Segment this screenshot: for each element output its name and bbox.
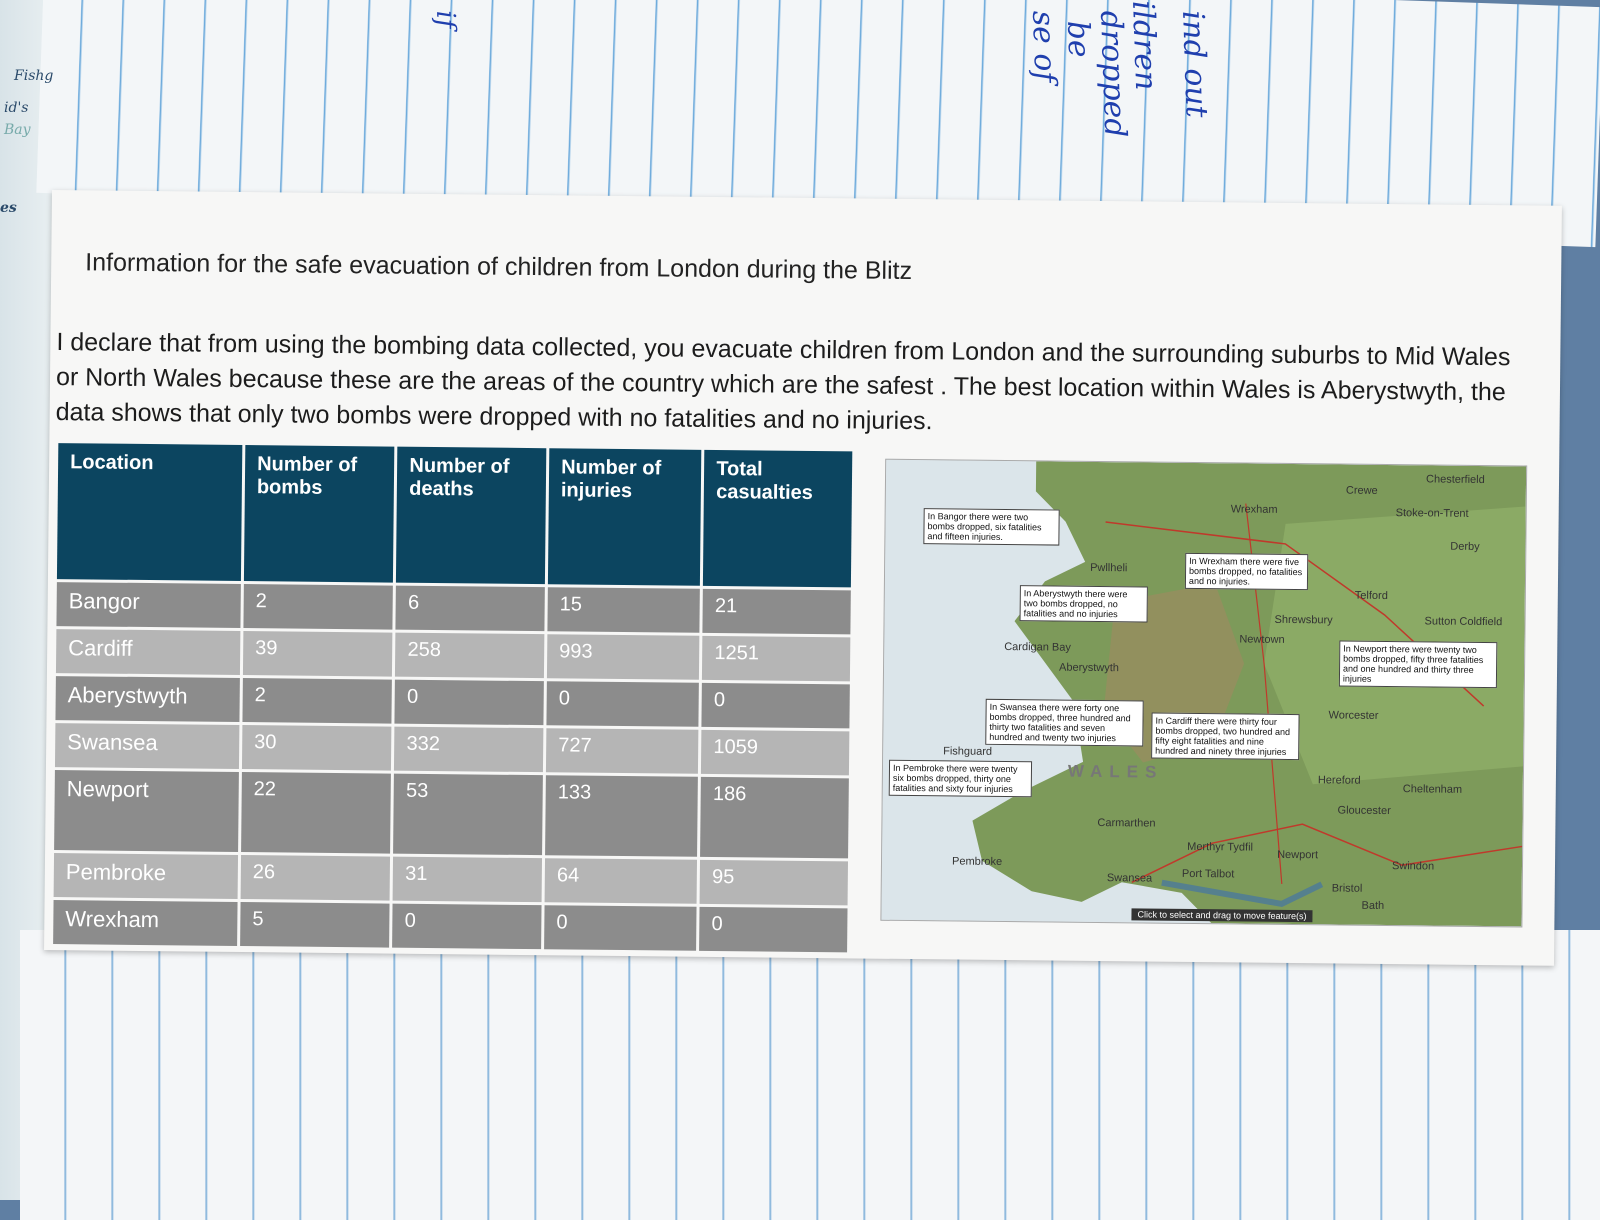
- table-header-row: [57, 443, 852, 587]
- cell-location: Wrexham: [53, 900, 237, 946]
- table-row: [56, 629, 850, 681]
- place-label: Gloucester: [1337, 804, 1391, 818]
- side-label-4: es: [0, 200, 17, 216]
- place-label: Bath: [1361, 899, 1385, 912]
- handwriting-line-3: dropped: [1093, 10, 1133, 139]
- place-label: Cheltenham: [1402, 783, 1463, 796]
- cell-injuries: 64: [545, 858, 698, 904]
- cell-injuries: 0: [546, 681, 699, 727]
- place-label: Bristol: [1331, 882, 1363, 895]
- place-label: Cardigan Bay: [1004, 640, 1071, 654]
- cell-injuries: 993: [547, 634, 700, 680]
- cell-deaths: 258: [395, 633, 544, 679]
- aberystwyth-popup[interactable]: In Aberystwyth there were two bombs dropped, no fatalities and no injuries: [1020, 585, 1148, 622]
- table-row: [55, 676, 849, 728]
- printed-sheet: [44, 190, 1562, 966]
- place-label: Worcester: [1328, 709, 1379, 722]
- cardiff-popup[interactable]: In Cardiff there were thirty four bombs dropped, two hundred and fifty eight fatalities and nine hundred and ninety three injuries: [1151, 713, 1299, 761]
- cell-casualties: 95: [700, 860, 848, 906]
- table-row: [54, 770, 849, 858]
- cell-bombs: 2: [243, 584, 393, 630]
- place-label: Crewe: [1345, 484, 1378, 497]
- place-label: Wrexham: [1230, 503, 1278, 516]
- handwriting-line-2: ildren: [1125, 0, 1164, 91]
- place-label: Telford: [1354, 589, 1388, 603]
- map-hint: Click to select and drag to move feature(s): [1131, 908, 1312, 922]
- cell-location: Newport: [54, 770, 239, 852]
- header-injuries: Number of injuries: [548, 448, 702, 586]
- pembroke-popup[interactable]: In Pembroke there were twenty six bombs dropped, thirty one fatalities and sixty four injuries: [889, 760, 1032, 797]
- header-bombs: Number of bombs: [244, 445, 395, 583]
- cell-bombs: 39: [243, 631, 393, 677]
- header-location: Location: [57, 443, 242, 581]
- place-label: Merthyr Tydfil: [1187, 840, 1254, 854]
- cell-bombs: 26: [241, 855, 391, 901]
- side-label-3: Bay: [4, 122, 31, 138]
- place-label: Port Talbot: [1181, 867, 1235, 881]
- side-label-1: Fishg: [14, 68, 54, 84]
- cell-deaths: 332: [394, 727, 543, 773]
- place-label: Shrewsbury: [1274, 613, 1333, 627]
- handwriting-line-1: ind out: [1175, 10, 1214, 119]
- table-row: [56, 582, 850, 634]
- cell-injuries: 727: [546, 728, 699, 774]
- cell-injuries: 15: [547, 587, 700, 633]
- document-body: I declare that from using the bombing data collected, you evacuate children from London and the surrounding suburbs to Mid Wales or North Wales because these are the areas of the country which are the safest . The best location within Wales is Aberystwyth, the data shows that only two bombs were dropped with no fatalities and no injuries.: [55, 328, 1511, 436]
- cell-location: Swansea: [55, 723, 239, 769]
- cell-deaths: 31: [393, 857, 542, 903]
- place-label: Swansea: [1106, 872, 1153, 885]
- cell-deaths: 6: [396, 586, 545, 632]
- cell-bombs: 5: [240, 902, 390, 948]
- cell-injuries: 133: [545, 775, 698, 857]
- notebook-page-bottom: [20, 930, 1600, 1220]
- cell-bombs: 2: [242, 678, 392, 724]
- place-label: Fishguard: [943, 745, 993, 758]
- cell-casualties: 0: [699, 907, 847, 953]
- header-casualties: Total casualties: [703, 450, 852, 588]
- bangor-popup[interactable]: In Bangor there were two bombs dropped, six fatalities and fifteen injuries.: [923, 508, 1059, 545]
- bombing-data-table: [50, 440, 855, 955]
- cell-location: Cardiff: [56, 629, 240, 675]
- cell-location: Pembroke: [54, 853, 238, 899]
- header-deaths: Number of deaths: [396, 447, 546, 585]
- wrexham-popup[interactable]: In Wrexham there were five bombs dropped, no fatalities and no injuries.: [1185, 553, 1308, 590]
- cell-injuries: 0: [544, 905, 697, 951]
- wales-map[interactable]: [880, 459, 1527, 928]
- place-label: Stoke-on-Trent: [1395, 507, 1469, 520]
- table-row: [55, 723, 849, 775]
- place-label: Pembroke: [951, 855, 1003, 868]
- region-label: WALES: [1067, 761, 1164, 782]
- place-label: Hereford: [1317, 774, 1361, 787]
- cell-location: Aberystwyth: [55, 676, 239, 722]
- handwriting-line-5: se of: [1025, 10, 1063, 84]
- newport-popup[interactable]: In Newport there were twenty two bombs dropped, fifty three fatalities and one hundred and thirty three injuries: [1339, 641, 1497, 689]
- place-label: Newtown: [1239, 633, 1285, 646]
- cell-casualties: 1251: [702, 636, 850, 682]
- swansea-popup[interactable]: In Swansea there were forty one bombs dropped, three hundred and thirty two fatalities and seven hundred and twenty two injuries: [985, 699, 1143, 747]
- cell-deaths: 0: [392, 904, 541, 950]
- table-row: [53, 900, 847, 952]
- place-label: Swindon: [1391, 860, 1435, 873]
- cell-deaths: 53: [393, 774, 543, 856]
- cell-bombs: 30: [242, 725, 392, 771]
- cell-bombs: 22: [241, 772, 391, 854]
- cell-casualties: 186: [700, 777, 849, 859]
- table-row: [54, 853, 848, 905]
- handwriting-line-4: be: [1060, 20, 1097, 59]
- cell-casualties: 1059: [701, 730, 849, 776]
- place-label: Chesterfield: [1425, 473, 1485, 487]
- cell-casualties: 0: [702, 683, 850, 729]
- place-label: Carmarthen: [1097, 816, 1156, 830]
- cell-deaths: 0: [395, 680, 544, 726]
- cell-casualties: 21: [703, 589, 851, 635]
- handwriting-side: if: [430, 10, 461, 29]
- document-title: Information for the safe evacuation of children from London during the Blitz: [85, 248, 913, 286]
- place-label: Aberystwyth: [1058, 661, 1120, 675]
- side-label-2: id's: [4, 100, 29, 116]
- place-label: Derby: [1450, 540, 1480, 553]
- place-label: Pwllheli: [1090, 561, 1128, 575]
- place-label: Sutton Coldfield: [1424, 615, 1503, 629]
- cell-location: Bangor: [56, 582, 240, 628]
- place-label: Newport: [1277, 848, 1319, 862]
